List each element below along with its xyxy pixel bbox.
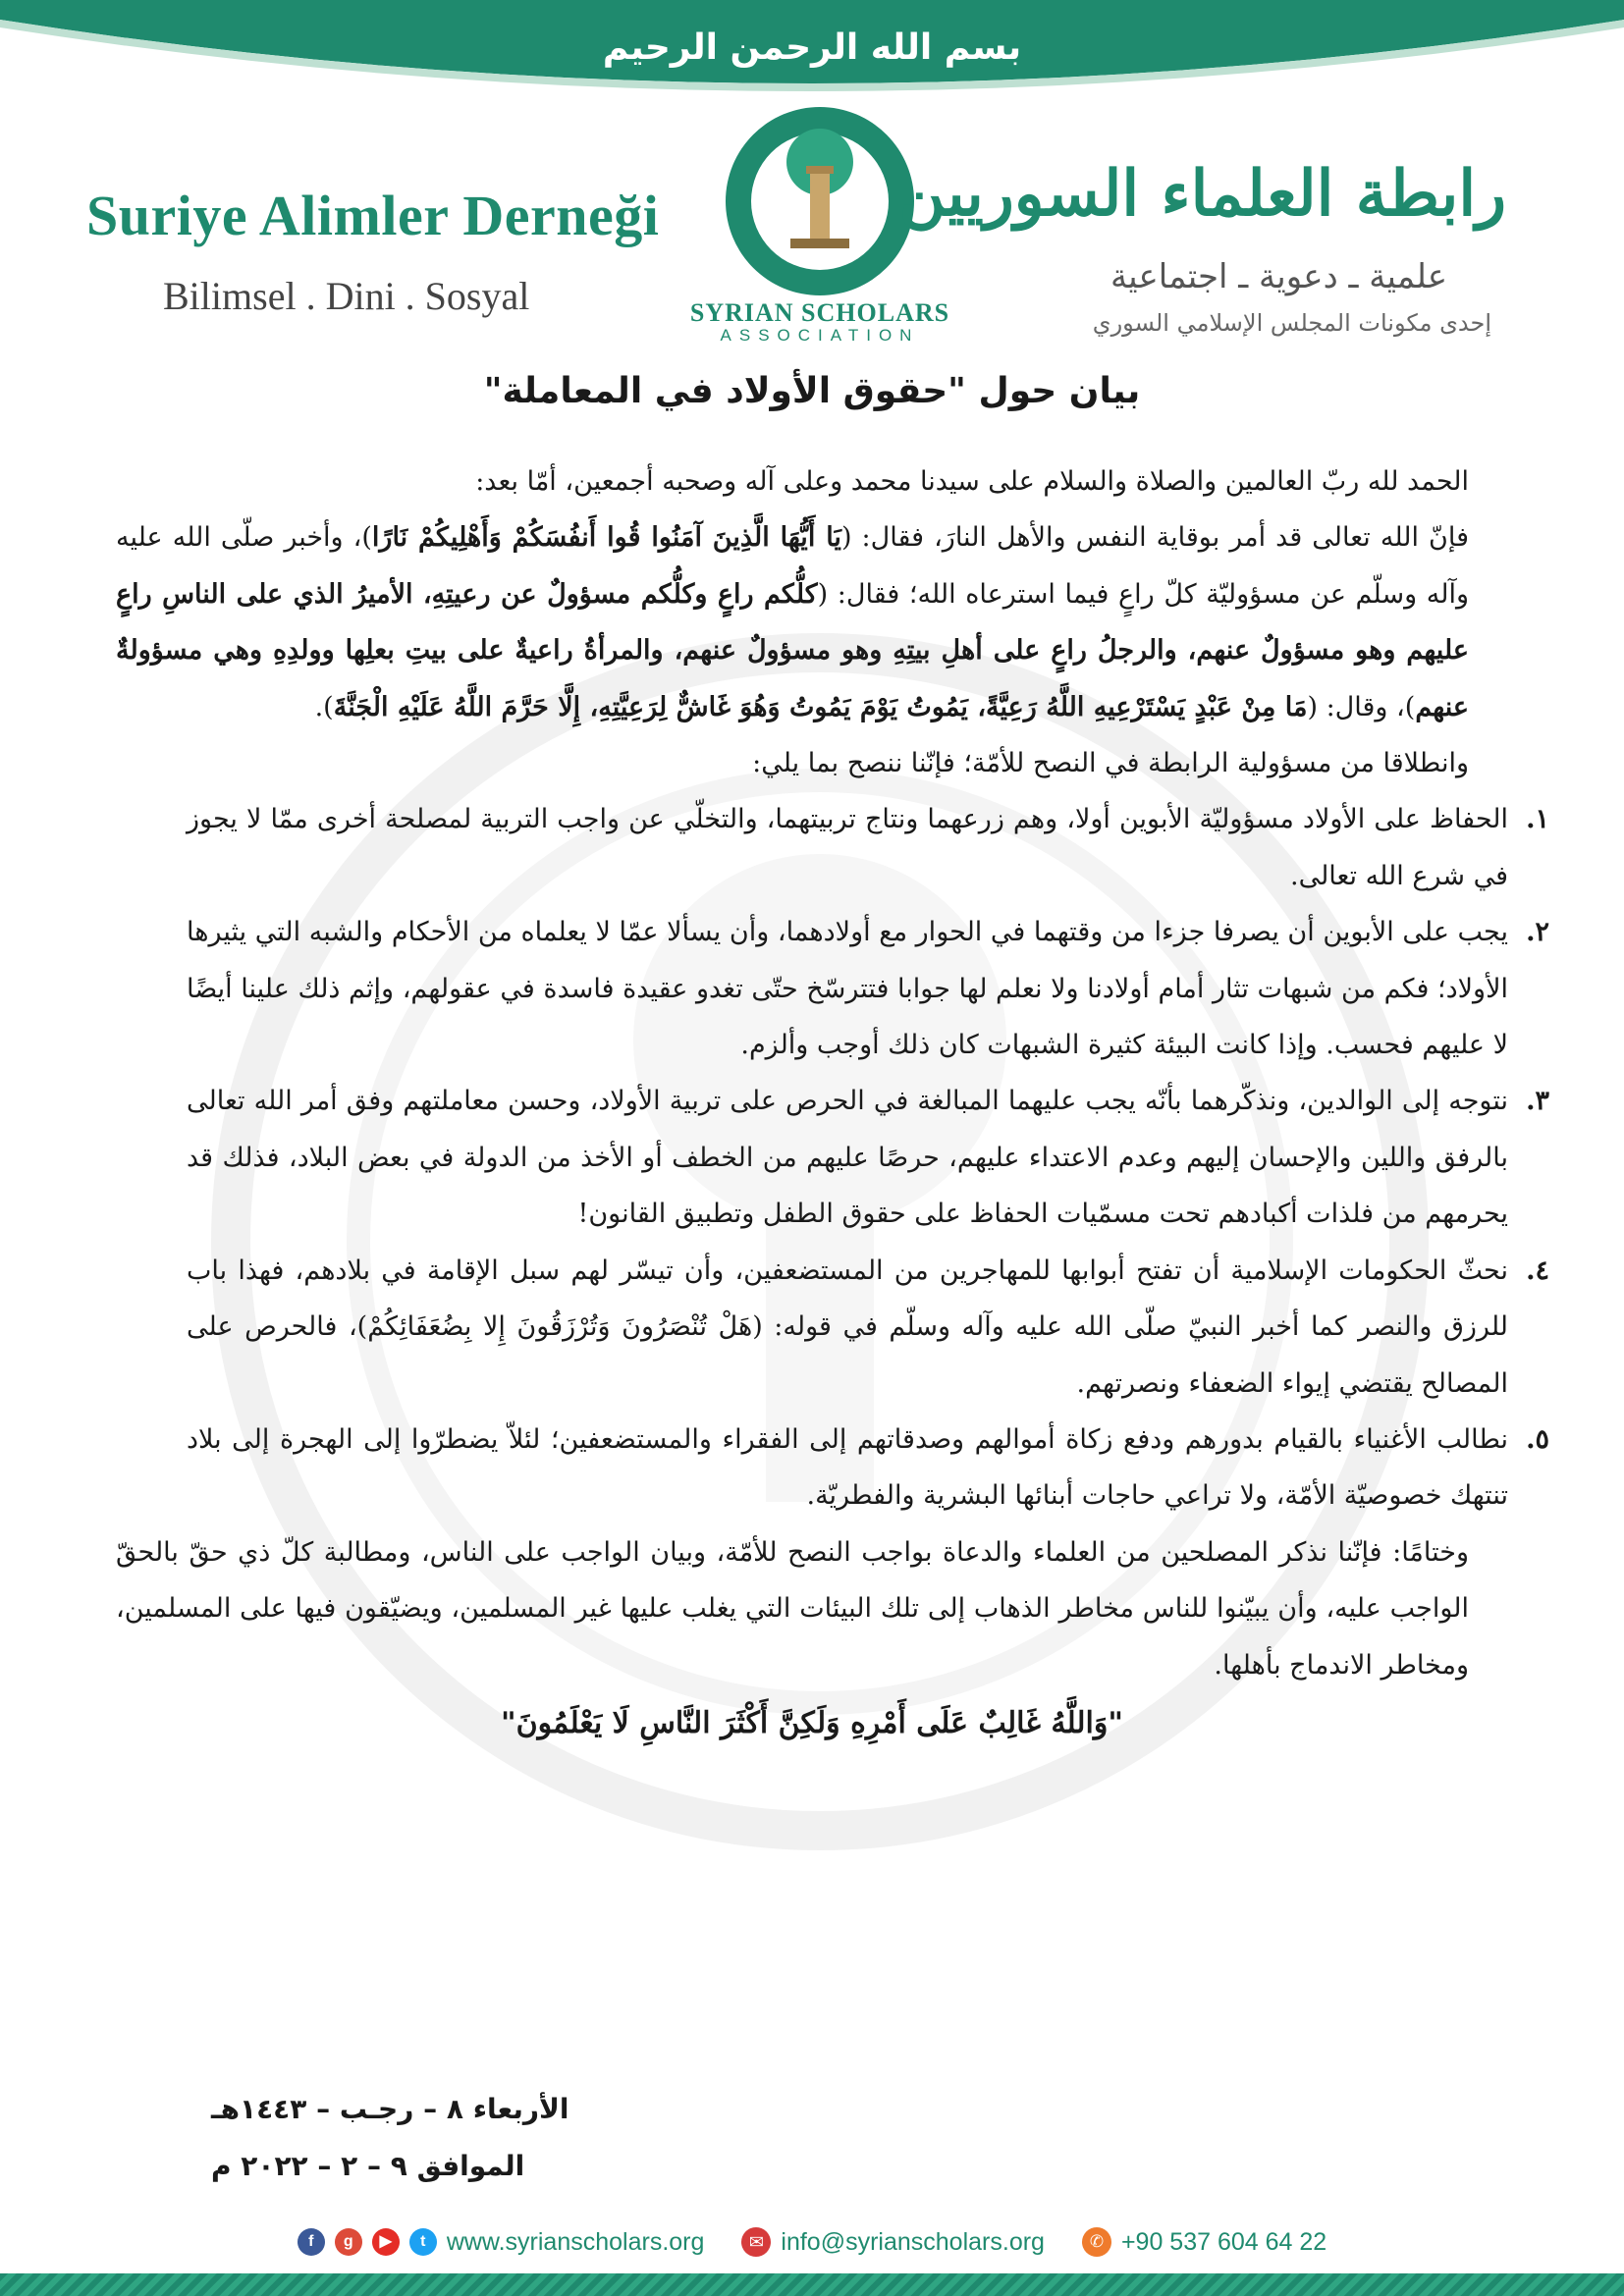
item-text: يجب على الأبوين أن يصرفا جزءا من وقتهما في الحوار مع أولادهما، وأن يسألا عمّا لا يعلماه من الأحكام والشبه التي يثيرها الأولاد؛ فكم من شبهات تثار أمام أولادنا ولا نعلم لها جوابا فتترسّخ حتّى تغدو عقيدة فاسدة في عقولهم، وإثم ذلك علينا أيضًا لا عليهم فحسب. وإذا كانت البيئة كثيرة الشبهات كان ذلك أوجب وألزم.	[187, 917, 1508, 1061]
list-item	[187, 1073, 1549, 1242]
basmala: بسم الله الرحمن الرحيم	[602, 27, 1022, 68]
facebook-icon[interactable]: f	[298, 2228, 325, 2256]
statement-body	[116, 454, 1549, 1751]
list-item	[187, 904, 1549, 1073]
opening-paragraph	[116, 509, 1508, 735]
intro-paragraph: الحمد لله ربّ العالمين والصلاة والسلام على سيدنا محمد وعلى آله وصحبه أجمعين، أمّا بعد:	[475, 466, 1469, 497]
member-note-arabic: إحدى مكونات المجلس الإسلامي السوري	[1092, 309, 1491, 337]
hadith-flock: مَا مِنْ عَبْدٍ يَسْتَرْعِيهِ اللَّهُ رَعِيَّةً، يَمُوتُ يَوْمَ يَمُوتُ وَهُوَ غَاشٌّ لِرَعِيَّتِهِ، إِلَّا حَرَّمَ اللَّهُ عَلَيْهِ الْجَنَّةَ	[333, 691, 1308, 722]
statement-title: بيان حول "حقوق الأولاد في المعاملة"	[483, 371, 1141, 411]
association-logo	[722, 103, 918, 299]
contact-footer	[0, 2220, 1624, 2264]
date-block	[211, 2081, 568, 2195]
quran-verse: يَا أَيُّهَا الَّذِينَ آمَنُوا قُوا أَنفُسَكُمْ وَأَهْلِيكُمْ نَارًا	[371, 522, 841, 554]
phone-icon: ✆	[1082, 2227, 1111, 2257]
closing-paragraph: وختامًا: فإنّنا نذكر المصلحين من العلماء والدعاة بواجب النصح للأمّة، وبيان الواجب على الناس، ومطالبة كلّ ذي حقّ بالحقّ الواجب عليه، وأن يبيّنوا للناس مخاطر الذهاب إلى تلك البيئات التي يغلب عليها غير المسلمين، ويضيّقون فيها على المسلمين، ومخاطر الاندماج بأهلها.	[116, 1536, 1469, 1681]
logo-caption-line2: ASSOCIATION	[720, 326, 920, 345]
tagline-turkish: Bilimsel . Dini . Sosyal	[163, 274, 530, 318]
item-text: نتوجه إلى الوالدين، ونذكّرهما بأنّه يجب عليهما المبالغة في الحرص على تربية الأولاد، وحسن معاملتهم وفق أمر الله تعالى بالرفق واللين والإحسان إليهم وعدم الاعتداء عليهم، حرصًا عليهم من الخطف أو الأخذ من الدولة في بعض البلاد، فذلك قد يحرمهم من فلذات أكبادهم تحت مسمّيات الحفاظ على حقوق الطفل وتطبيق القانون!	[187, 1086, 1508, 1230]
opening-text-c: )، وقال: (	[1307, 691, 1416, 722]
youtube-icon[interactable]: ▶	[372, 2228, 400, 2256]
tagline-arabic: علمية ـ دعوية ـ اجتماعية	[1110, 257, 1447, 296]
bottom-stripe	[0, 2273, 1624, 2296]
opening-text-b: )، وأخبر صلّى الله عليه وآله وسلّم عن مسؤوليّة كلّ راعٍ فيما استرعاه الله؛ فقال: (	[116, 522, 1469, 610]
date-gregorian: الموافق ٩ – ٢ – ٢٠٢٢ م	[211, 2150, 525, 2182]
date-hijri: الأربعاء ٨ – رجـب – ١٤٤٣هـ	[211, 2093, 569, 2125]
closing-ayah: "وَاللَّهُ غَالِبٌ عَلَى أَمْرِهِ وَلَكِنَّ أَكْثَرَ النَّاسِ لَا يَعْلَمُونَ"	[500, 1705, 1123, 1740]
twitter-icon[interactable]: t	[409, 2228, 437, 2256]
item-number: ٥.	[1526, 1423, 1549, 1455]
google-plus-icon[interactable]: g	[335, 2228, 362, 2256]
item-number: ٢.	[1526, 917, 1549, 948]
website-link[interactable]: www.syrianscholars.org	[446, 2227, 705, 2256]
list-item	[187, 791, 1549, 904]
logo-caption-line1: SYRIAN SCHOLARS	[689, 298, 950, 327]
item-number: ٣.	[1526, 1086, 1549, 1117]
lead-in: وانطلاقا من مسؤولية الرابطة في النصح للأمّة؛ فإنّنا ننصح بما يلي:	[752, 748, 1469, 779]
hadith-shepherd: كلُّكم راعٍ وكلُّكم مسؤولٌ عن رعيتِهِ، الأميرُ الذي على الناسِ راعٍ عليهم وهو مسؤولٌ عنهم، والرجلُ راعٍ على أهلِ بيتِهِ وهو مسؤولٌ عنهم، والمرأةُ راعيةٌ على بيتِ بعلِها وولدِهِ وهي مسؤولةٌ عنهم	[116, 578, 1469, 722]
phone-number[interactable]: +90 537 604 64 22	[1120, 2227, 1327, 2256]
item-number: ١.	[1526, 804, 1549, 835]
mail-icon: ✉	[741, 2227, 771, 2257]
opening-text-d: ).	[314, 691, 334, 722]
item-text: نحثّ الحكومات الإسلامية أن تفتح أبوابها للمهاجرين من المستضعفين، وأن تيسّر لهم سبل الإقامة في بلادهم، فهذا باب للرزق والنصر كما أخبر النبيّ صلّى الله عليه وآله وسلّم في قوله: (هَلْ تُنْصَرُونَ وَتُرْزَقُونَ إِلا بِضُعَفَائِكُمْ)، فالحرص على المصالح يقتضي إيواء الضعفاء ونصرتهم.	[187, 1255, 1508, 1399]
org-name-arabic: رابطة العلماء السوريين	[899, 157, 1506, 231]
item-number: ٤.	[1526, 1255, 1549, 1286]
org-name-turkish: Suriye Alimler Derneği	[86, 184, 660, 247]
item-text: الحفاظ على الأولاد مسؤوليّة الأبوين أولا، وهم زرعهما ونتاج تربيتهما، والتخلّي عن واجب التربية لمصلحة أخرى ممّا لا يجوز في شرع الله تعالى.	[187, 804, 1508, 891]
opening-text-a: فإنّ الله تعالى قد أمر بوقاية النفس والأهل النارَ، فقال: (	[840, 522, 1470, 554]
item-text: نطالب الأغنياء بالقيام بدورهم ودفع زكاة أموالهم وصدقاتهم إلى الفقراء والمستضعفين؛ لئلاّ يضطرّوا إلى الهجرة إلى بلاد تنتهك خصوصيّة الأمّة، ولا تراعي حاجات أبنائها البشرية والفطريّة.	[187, 1423, 1508, 1512]
list-item	[187, 1412, 1549, 1524]
email-link[interactable]: info@syrianscholars.org	[781, 2227, 1045, 2256]
list-item	[187, 1243, 1549, 1412]
advice-list	[116, 791, 1549, 1523]
